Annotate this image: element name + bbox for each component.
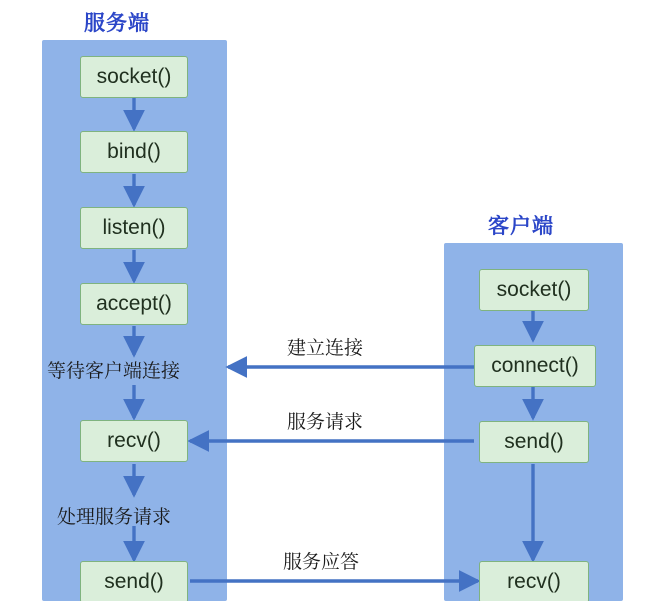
node-client-send[interactable]: send() [479,421,589,463]
edge-label-service-request: 服务请求 [287,412,364,433]
label-wait-for-client: 等待客户端连接 [47,361,181,382]
client-column-title: 客户端 [488,215,554,238]
node-server-bind[interactable]: bind() [80,131,188,173]
node-server-listen[interactable]: listen() [80,207,188,249]
label-process-request: 处理服务请求 [57,507,172,528]
node-client-recv[interactable]: recv() [479,561,589,601]
node-server-recv[interactable]: recv() [80,420,188,462]
node-server-socket[interactable]: socket() [80,56,188,98]
node-server-send[interactable]: send() [80,561,188,601]
node-client-socket[interactable]: socket() [479,269,589,311]
edge-label-service-response: 服务应答 [283,552,360,573]
node-server-accept[interactable]: accept() [80,283,188,325]
server-column-title: 服务端 [84,12,150,35]
edge-label-establish-connection: 建立连接 [287,338,364,359]
node-client-connect[interactable]: connect() [474,345,596,387]
